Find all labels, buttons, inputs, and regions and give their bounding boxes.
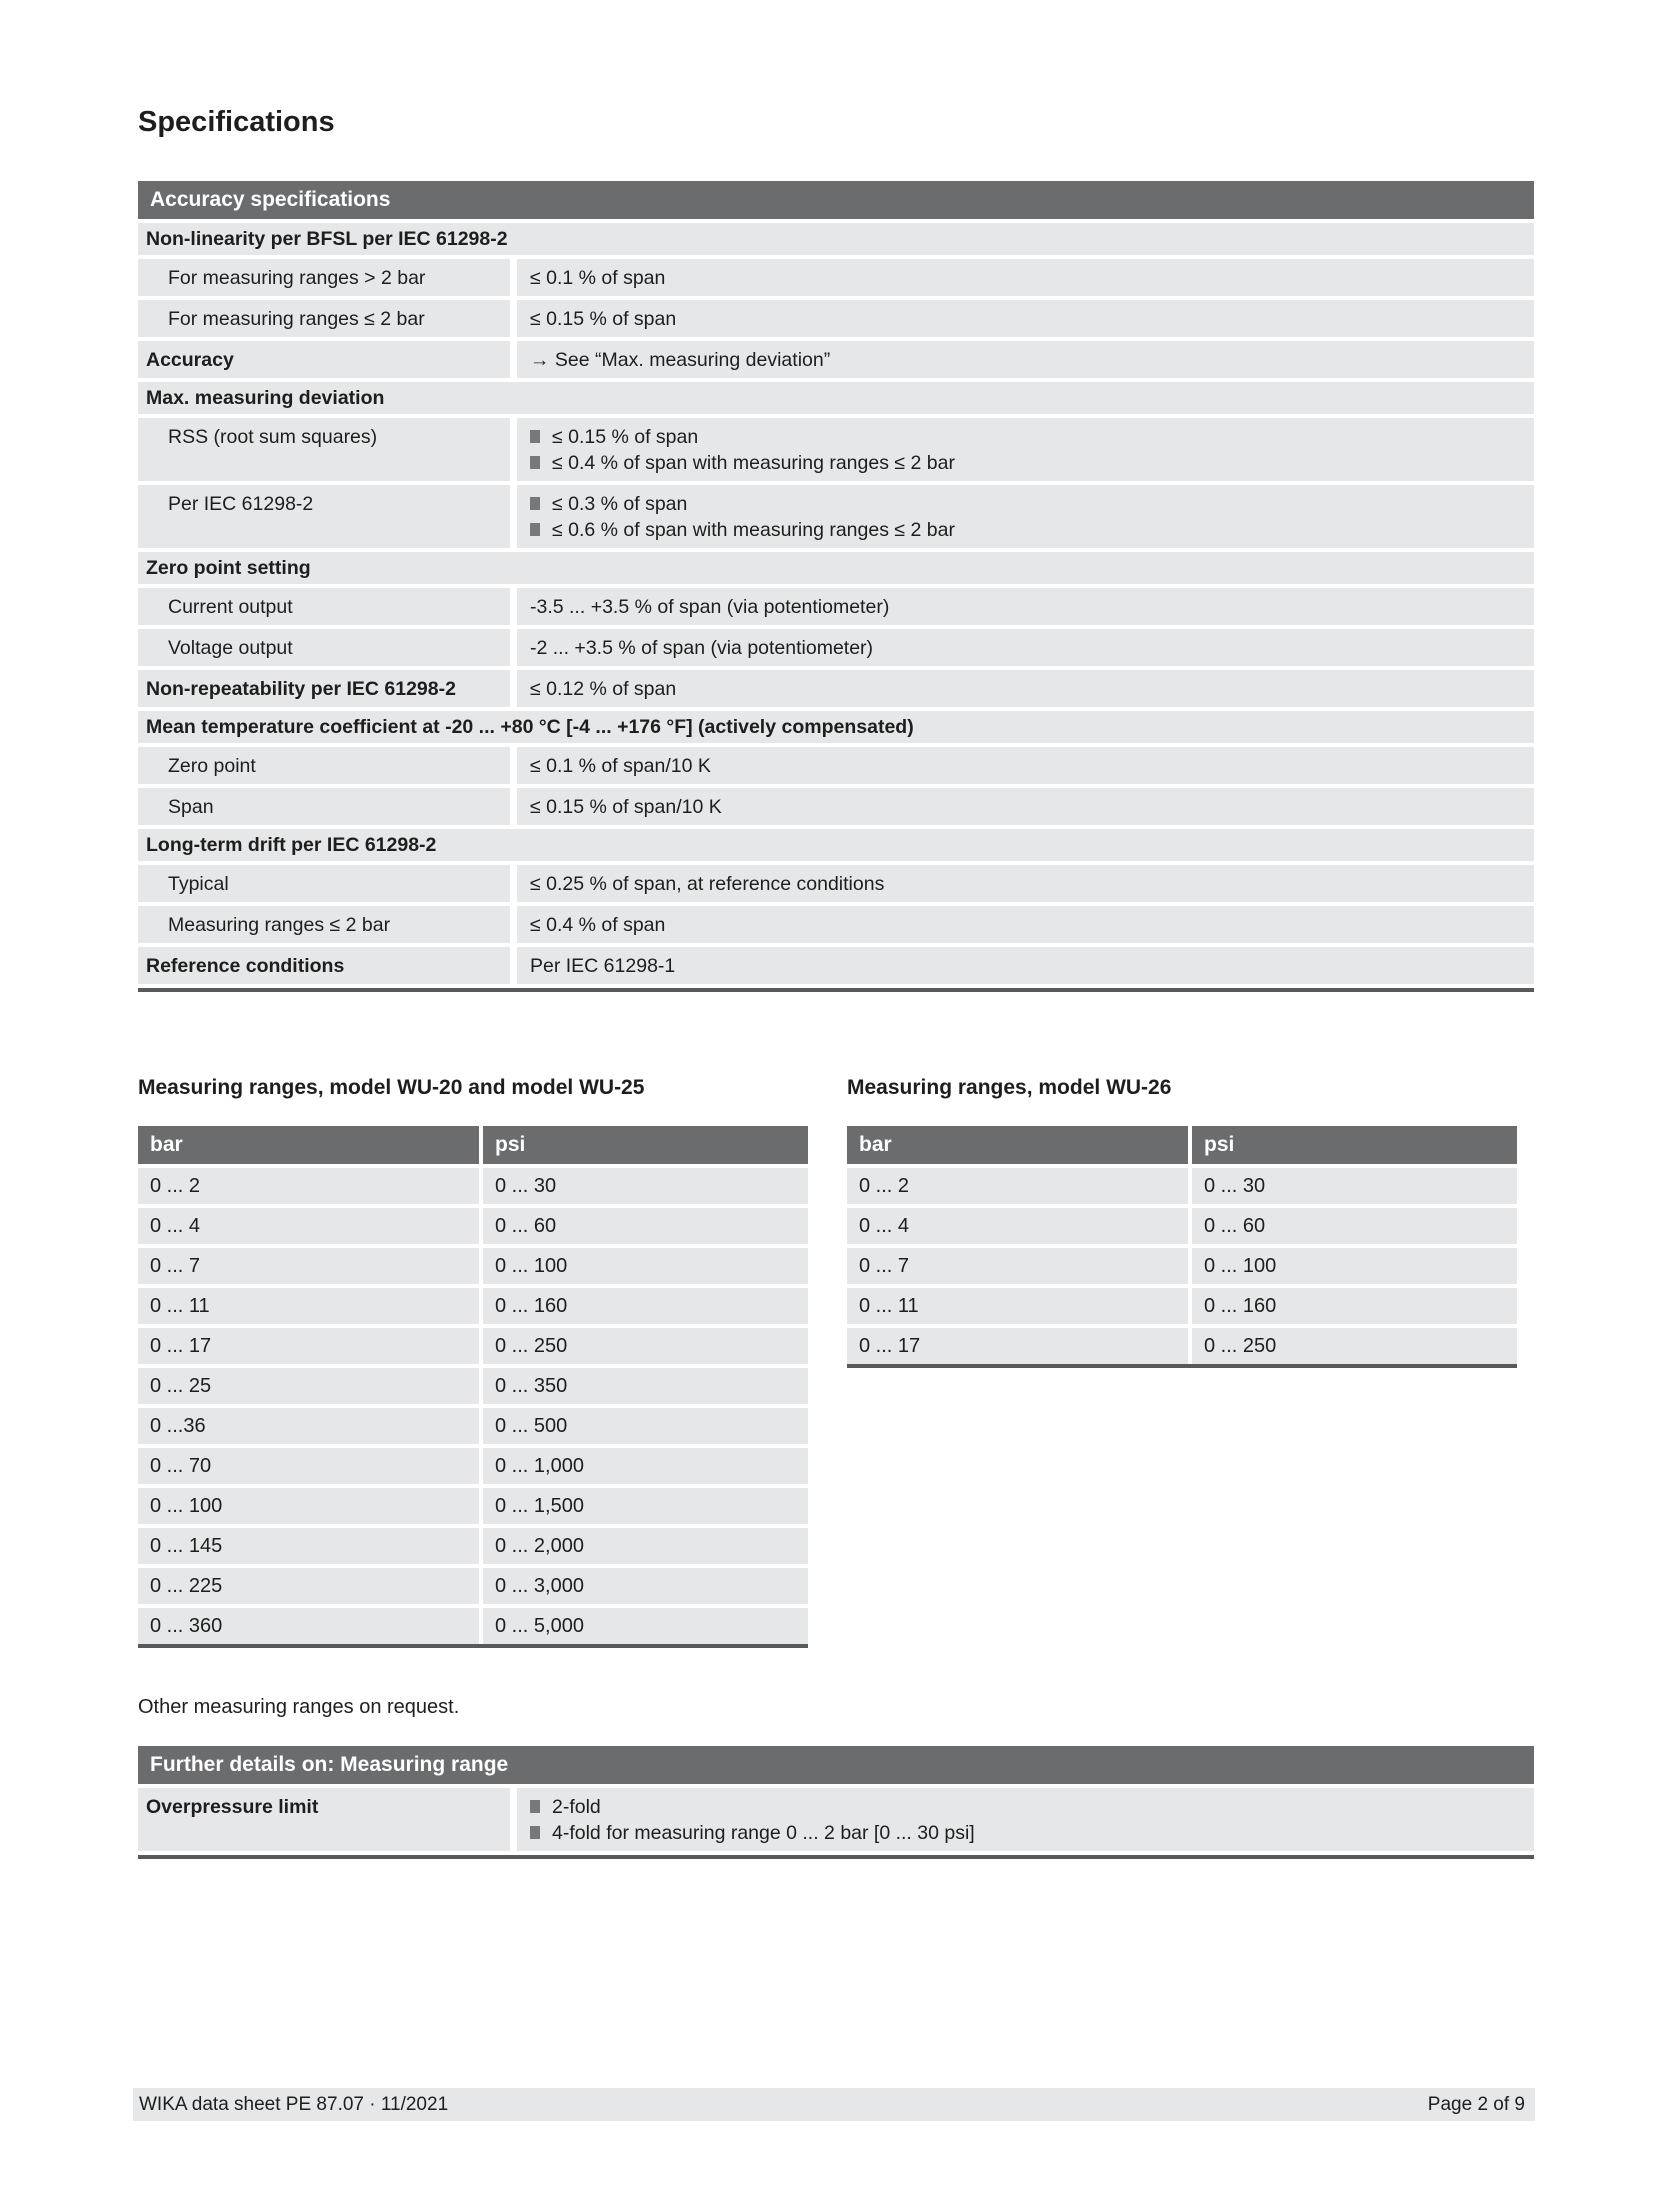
cell-psi: 0 ... 160 xyxy=(483,1288,808,1324)
row-label: Zero point xyxy=(138,747,510,784)
row-value: ≤ 0.15 % of span xyxy=(517,300,1534,337)
section-row: Max. measuring deviation xyxy=(138,382,1534,414)
table-row xyxy=(138,865,1534,902)
row-value: ≤ 0.15 % of span/10 K xyxy=(517,788,1534,825)
row-value xyxy=(517,418,1534,481)
page-title: Specifications xyxy=(138,106,335,138)
bullet-line: 2-fold xyxy=(530,1794,1526,1820)
row-label: Current output xyxy=(138,588,510,625)
column-header-bar: bar xyxy=(138,1126,479,1164)
cell-bar: 0 ... 4 xyxy=(138,1208,479,1244)
bullet-square-icon xyxy=(530,497,540,510)
page-content xyxy=(138,0,1534,1859)
cell-psi: 0 ... 1,500 xyxy=(483,1488,808,1524)
cell-psi: 0 ... 500 xyxy=(483,1408,808,1444)
footer-datasheet-id: WIKA data sheet PE 87.07 · 11/2021 xyxy=(139,2093,449,2115)
cell-psi: 0 ... 100 xyxy=(483,1248,808,1284)
row-label: Typical xyxy=(138,865,510,902)
further-details-header: Further details on: Measuring range xyxy=(138,1746,1534,1784)
row-value: Per IEC 61298-1 xyxy=(517,947,1534,984)
cell-psi: 0 ... 100 xyxy=(1192,1248,1517,1284)
table-row xyxy=(138,1788,1534,1851)
row-label: Accuracy xyxy=(138,341,510,378)
table-row xyxy=(847,1328,1517,1364)
table-row xyxy=(138,1448,808,1484)
row-value: ≤ 0.1 % of span xyxy=(517,259,1534,296)
measuring-table-body xyxy=(847,1168,1517,1364)
section-row: Zero point setting xyxy=(138,552,1534,584)
bullet-square-icon xyxy=(530,456,540,469)
table-row xyxy=(138,485,1534,548)
bullet-square-icon xyxy=(530,430,540,443)
table-row xyxy=(847,1288,1517,1324)
table-row xyxy=(138,1168,808,1204)
cell-psi: 0 ... 5,000 xyxy=(483,1608,808,1644)
cell-psi: 0 ... 160 xyxy=(1192,1288,1517,1324)
table-row xyxy=(138,588,1534,625)
cell-psi: 0 ... 1,000 xyxy=(483,1448,808,1484)
cell-bar: 0 ... 2 xyxy=(138,1168,479,1204)
row-label: For measuring ranges ≤ 2 bar xyxy=(138,300,510,337)
bullet-line: ≤ 0.3 % of span xyxy=(530,491,1526,517)
table-bottom-border xyxy=(138,1855,1534,1859)
cell-bar: 0 ... 17 xyxy=(847,1328,1188,1364)
row-label: RSS (root sum squares) xyxy=(138,418,510,481)
table-row xyxy=(138,1608,808,1644)
cell-psi: 0 ... 30 xyxy=(1192,1168,1517,1204)
row-value: -2 ... +3.5 % of span (via potentiometer) xyxy=(517,629,1534,666)
cell-bar: 0 ... 145 xyxy=(138,1528,479,1564)
table-row xyxy=(138,1568,808,1604)
table-row xyxy=(138,670,1534,707)
table-row xyxy=(138,341,1534,378)
table-row xyxy=(138,1248,808,1284)
bullet-line: ≤ 0.4 % of span with measuring ranges ≤ 2 bar xyxy=(530,450,1526,476)
table-row xyxy=(847,1208,1517,1244)
row-label: Voltage output xyxy=(138,629,510,666)
cell-bar: 0 ... 25 xyxy=(138,1368,479,1404)
bullet-line: ≤ 0.6 % of span with measuring ranges ≤ 2 bar xyxy=(530,517,1526,543)
row-value: → See “Max. measuring deviation” xyxy=(517,341,1534,378)
row-value: ≤ 0.1 % of span/10 K xyxy=(517,747,1534,784)
table-row xyxy=(138,1208,808,1244)
measuring-table-body xyxy=(138,1168,808,1644)
table-row xyxy=(138,259,1534,296)
table-row xyxy=(847,1248,1517,1284)
cell-bar: 0 ... 7 xyxy=(847,1248,1188,1284)
cell-bar: 0 ... 2 xyxy=(847,1168,1188,1204)
accuracy-table-header: Accuracy specifications xyxy=(138,181,1534,219)
cell-bar: 0 ... 100 xyxy=(138,1488,479,1524)
row-value xyxy=(517,1788,1534,1851)
table-row xyxy=(138,1368,808,1404)
table-row xyxy=(847,1168,1517,1204)
cell-psi: 0 ... 350 xyxy=(483,1368,808,1404)
measuring-table-title: Measuring ranges, model WU-20 and model WU-25 xyxy=(138,1076,645,1099)
table-row xyxy=(138,947,1534,984)
measuring-table xyxy=(847,992,1517,1648)
row-value: ≤ 0.12 % of span xyxy=(517,670,1534,707)
table-row xyxy=(138,1328,808,1364)
section-row: Long-term drift per IEC 61298-2 xyxy=(138,829,1534,861)
row-label: For measuring ranges > 2 bar xyxy=(138,259,510,296)
column-header-bar: bar xyxy=(847,1126,1188,1164)
cell-psi: 0 ... 60 xyxy=(483,1208,808,1244)
section-row: Mean temperature coefficient at -20 ... +80 °C [-4 ... +176 °F] (actively compensated) xyxy=(138,711,1534,743)
row-label: Measuring ranges ≤ 2 bar xyxy=(138,906,510,943)
bullet-line: 4-fold for measuring range 0 ... 2 bar [0 ... 30 psi] xyxy=(530,1820,1526,1846)
cell-bar: 0 ... 360 xyxy=(138,1608,479,1644)
cell-bar: 0 ... 7 xyxy=(138,1248,479,1284)
table-row xyxy=(138,1488,808,1524)
table-row xyxy=(138,747,1534,784)
table-bottom-border xyxy=(847,1364,1517,1368)
table-row xyxy=(138,1408,808,1444)
cell-psi: 0 ... 30 xyxy=(483,1168,808,1204)
row-value: ≤ 0.25 % of span, at reference conditions xyxy=(517,865,1534,902)
cell-bar: 0 ... 70 xyxy=(138,1448,479,1484)
cell-psi: 0 ... 250 xyxy=(483,1328,808,1364)
cell-bar: 0 ... 11 xyxy=(138,1288,479,1324)
table-row xyxy=(138,1288,808,1324)
column-header-psi: psi xyxy=(1192,1126,1517,1164)
row-value xyxy=(517,485,1534,548)
measuring-table-head xyxy=(847,1126,1517,1164)
cell-bar: 0 ... 4 xyxy=(847,1208,1188,1244)
accuracy-rows xyxy=(138,223,1534,984)
table-row xyxy=(138,1528,808,1564)
table-row xyxy=(138,629,1534,666)
page-footer xyxy=(133,2088,1535,2121)
row-label: Per IEC 61298-2 xyxy=(138,485,510,548)
cell-bar: 0 ... 11 xyxy=(847,1288,1188,1324)
table-row xyxy=(138,300,1534,337)
bullet-line: ≤ 0.15 % of span xyxy=(530,424,1526,450)
section-row: Non-linearity per BFSL per IEC 61298-2 xyxy=(138,223,1534,255)
row-label: Non-repeatability per IEC 61298-2 xyxy=(138,670,510,707)
column-header-psi: psi xyxy=(483,1126,808,1164)
row-value: -3.5 ... +3.5 % of span (via potentiometer) xyxy=(517,588,1534,625)
measuring-ranges-section xyxy=(138,992,1534,1648)
footer-page-number: Page 2 of 9 xyxy=(1427,2093,1525,2115)
cell-bar: 0 ...36 xyxy=(138,1408,479,1444)
measuring-table xyxy=(138,992,808,1648)
measuring-table-title: Measuring ranges, model WU-26 xyxy=(847,1076,1172,1099)
accuracy-specifications-table xyxy=(138,181,1534,992)
further-details-table xyxy=(138,1746,1534,1859)
table-row xyxy=(138,788,1534,825)
further-details-rows xyxy=(138,1788,1534,1851)
cell-bar: 0 ... 17 xyxy=(138,1328,479,1364)
cell-bar: 0 ... 225 xyxy=(138,1568,479,1604)
bullet-square-icon xyxy=(530,1826,540,1839)
table-bottom-border xyxy=(138,1644,808,1648)
cell-psi: 0 ... 2,000 xyxy=(483,1528,808,1564)
cell-psi: 0 ... 3,000 xyxy=(483,1568,808,1604)
measuring-table-head xyxy=(138,1126,808,1164)
cell-psi: 0 ... 250 xyxy=(1192,1328,1517,1364)
row-label: Reference conditions xyxy=(138,947,510,984)
cell-psi: 0 ... 60 xyxy=(1192,1208,1517,1244)
row-value: ≤ 0.4 % of span xyxy=(517,906,1534,943)
bullet-square-icon xyxy=(530,1800,540,1813)
note-other-ranges: Other measuring ranges on request. xyxy=(138,1696,460,1718)
row-label: Span xyxy=(138,788,510,825)
table-row xyxy=(138,418,1534,481)
row-label: Overpressure limit xyxy=(138,1788,510,1851)
bullet-square-icon xyxy=(530,523,540,536)
table-row xyxy=(138,906,1534,943)
